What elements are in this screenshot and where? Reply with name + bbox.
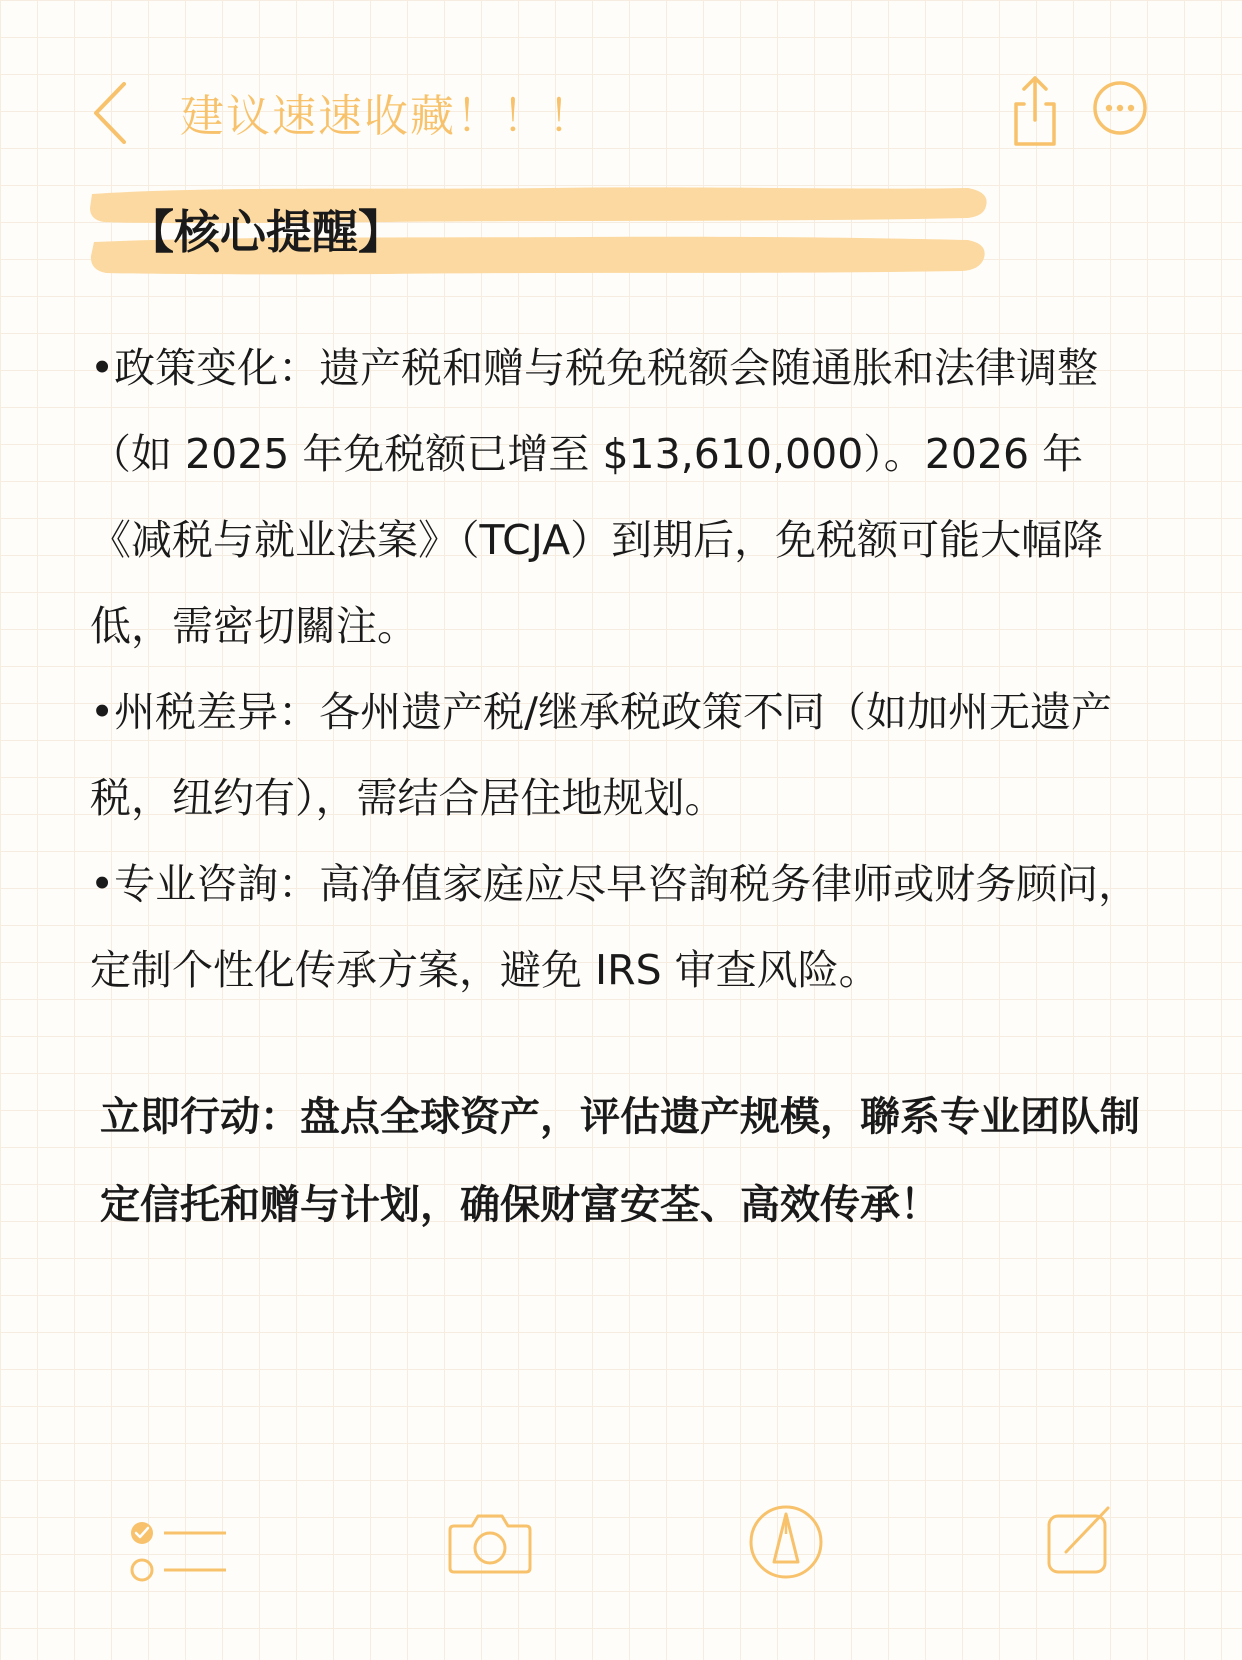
share-icon (1010, 74, 1060, 148)
compose-icon (1046, 1504, 1114, 1576)
more-icon (1092, 80, 1148, 136)
share-button[interactable] (1010, 74, 1060, 148)
action-callout: 立即行动：盘点全球资产，评估遗产规模，聯系专业团队制定信托和赠与计划，确保财富安荃、高效传承！ (100, 1094, 1140, 1228)
checklist-icon (128, 1516, 228, 1586)
note-body (90, 325, 1150, 1013)
more-button[interactable] (1092, 80, 1148, 136)
pen-markup-icon (748, 1504, 824, 1580)
top-bar (0, 60, 1242, 160)
checklist-button[interactable] (128, 1516, 228, 1586)
camera-icon (448, 1510, 532, 1576)
bullet-state-tax: •州税差异：各州遗产税/继承税政策不同（如加州无遗产税，纽约有），需结合居住地规划。 (90, 688, 1112, 822)
back-button[interactable] (88, 78, 138, 148)
camera-button[interactable] (448, 1510, 532, 1576)
bullet-professional-advice: •专业咨詢：高净值家庭应尽早咨詢税务律师或财务顾问，定制个性化传承方案，避免 IRS 审查风险。 (90, 860, 1140, 994)
compose-button[interactable] (1046, 1504, 1114, 1576)
chevron-left-icon (88, 78, 138, 148)
bottom-toolbar (0, 1490, 1242, 1610)
note-title: 建议速速收藏！！！ (180, 91, 594, 142)
markup-button[interactable] (748, 1504, 824, 1580)
section-heading: 【核心提醒】 (128, 205, 404, 259)
bullet-policy-change: •政策变化：遗产税和赠与税免税额会随通胀和法律调整（如 2025 年免税额已增至 $13,610,000）。2026 年《减税与就业法案》（TCJA）到期后，免税额可能大幅降低，需密切關注。 (90, 344, 1104, 650)
